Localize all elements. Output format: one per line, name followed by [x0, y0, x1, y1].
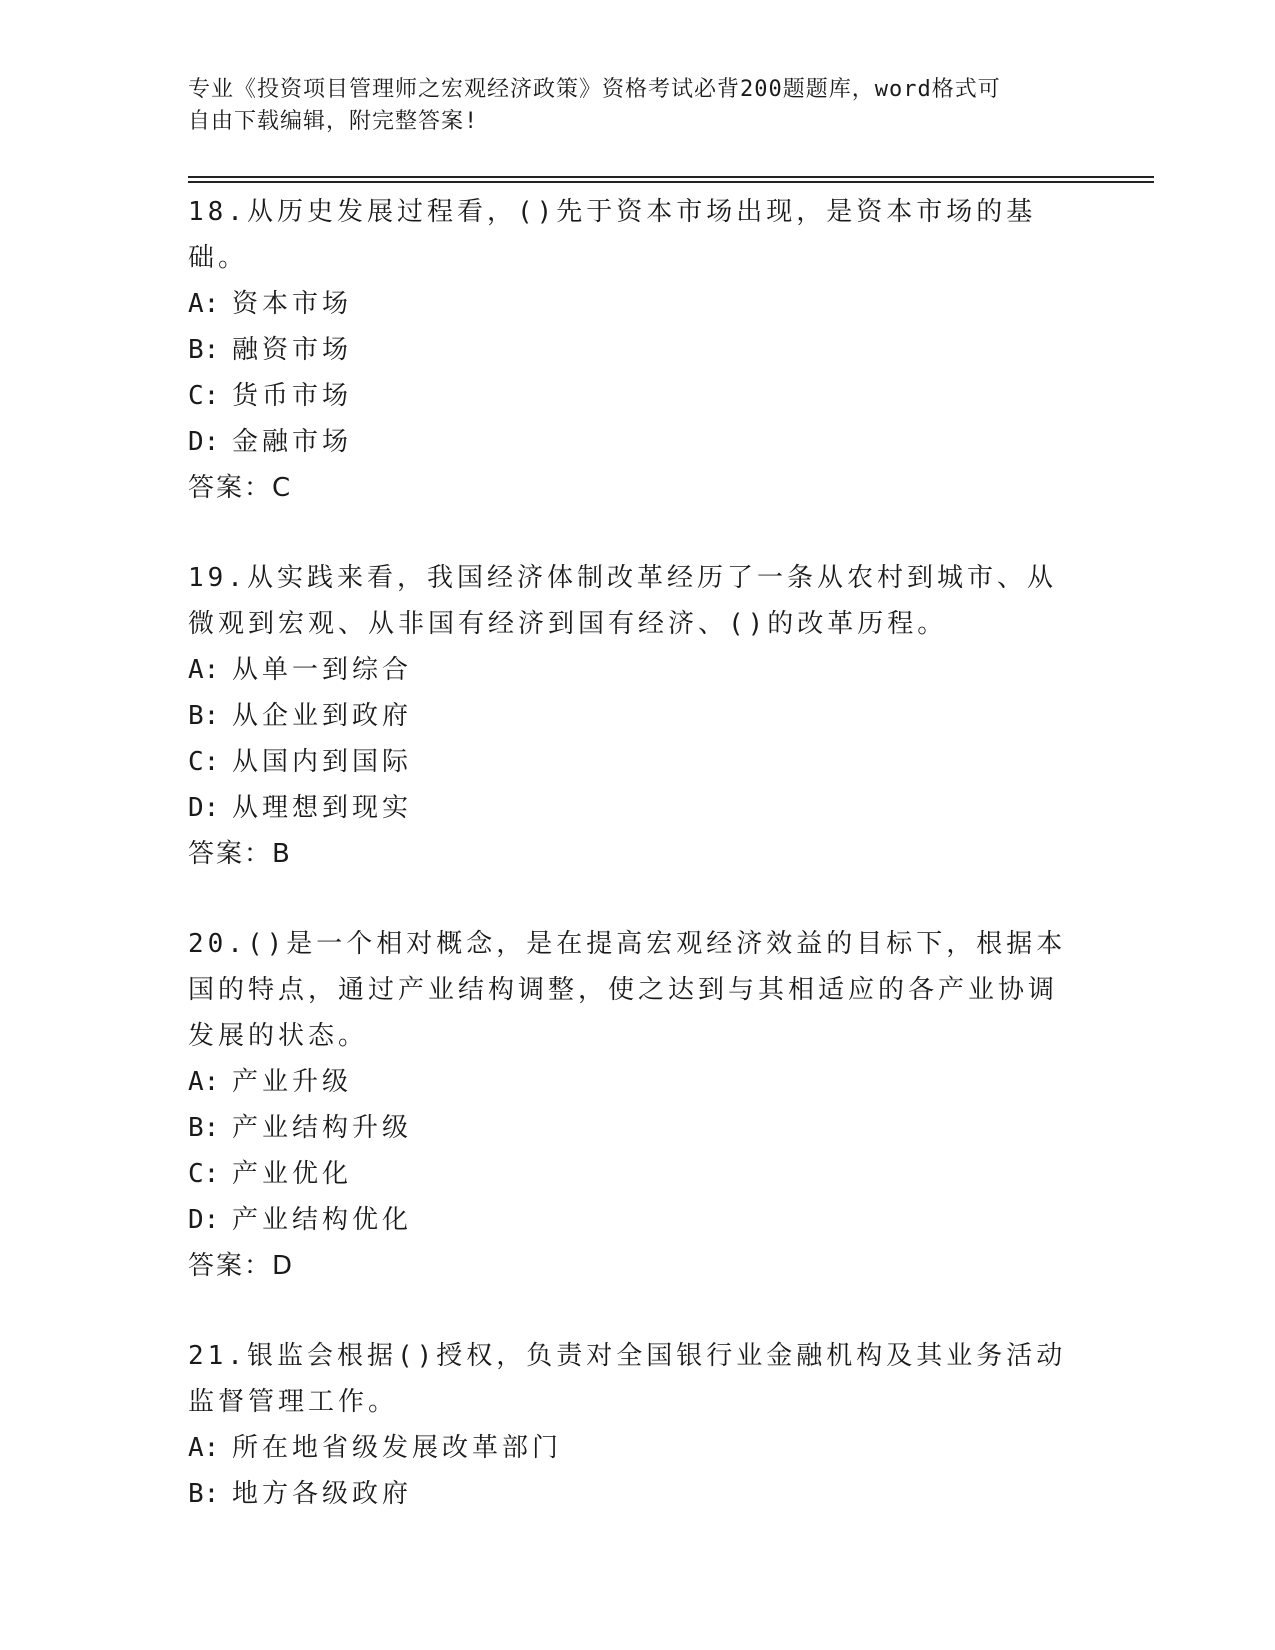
option-key: C:: [188, 1159, 220, 1189]
option-text: 产业优化: [232, 1159, 353, 1189]
header-line-2: 自由下载编辑，附完整答案!: [188, 109, 479, 134]
option-b: [188, 1105, 1088, 1151]
option-key: A:: [188, 1067, 220, 1097]
option-key: A:: [188, 655, 220, 685]
option-text: 地方各级政府: [232, 1479, 413, 1509]
header-rule-top: [188, 176, 1154, 178]
option-a: [188, 647, 1088, 693]
option-list: [188, 281, 1088, 465]
question-stem: 18.从历史发展过程看，()先于资本市场出现，是资本市场的基础。: [188, 197, 1037, 273]
option-list: [188, 1059, 1088, 1243]
option-c: [188, 373, 1088, 419]
option-a: [188, 1425, 1088, 1471]
option-a: [188, 281, 1088, 327]
option-text: 从国内到国际: [232, 747, 413, 777]
option-d: [188, 1197, 1088, 1243]
option-a: [188, 1059, 1088, 1105]
question-21: [188, 1333, 1088, 1517]
option-text: 资本市场: [232, 289, 353, 319]
option-text: 所在地省级发展改革部门: [232, 1433, 563, 1463]
option-key: C:: [188, 747, 220, 777]
option-c: [188, 739, 1088, 785]
option-text: 产业结构优化: [232, 1205, 413, 1235]
option-key: B:: [188, 1479, 220, 1509]
option-key: D:: [188, 793, 220, 823]
option-d: [188, 419, 1088, 465]
option-list: [188, 647, 1088, 831]
question-19: [188, 555, 1088, 877]
option-key: A:: [188, 1433, 220, 1463]
option-b: [188, 327, 1088, 373]
option-c: [188, 1151, 1088, 1197]
answer-line: 答案：D: [188, 1251, 295, 1281]
option-key: C:: [188, 381, 220, 411]
option-text: 融资市场: [232, 335, 353, 365]
question-18: [188, 189, 1088, 511]
option-key: B:: [188, 701, 220, 731]
question-list: [188, 189, 1088, 1517]
header-rule-bottom: [188, 181, 1154, 183]
option-text: 从单一到综合: [232, 655, 413, 685]
option-key: D:: [188, 427, 220, 457]
option-text: 从理想到现实: [232, 793, 413, 823]
option-d: [188, 785, 1088, 831]
option-text: 金融市场: [232, 427, 353, 457]
option-text: 从企业到政府: [232, 701, 413, 731]
option-key: D:: [188, 1205, 220, 1235]
answer-line: 答案：B: [188, 839, 292, 869]
option-list: [188, 1425, 1088, 1517]
option-text: 货币市场: [232, 381, 353, 411]
option-key: B:: [188, 335, 220, 365]
option-text: 产业升级: [232, 1067, 353, 1097]
question-stem: 20.()是一个相对概念，是在提高宏观经济效益的目标下，根据本国的特点，通过产业结构调整，使之达到与其相适应的各产业协调发展的状态。: [188, 929, 1067, 1051]
option-text: 产业结构升级: [232, 1113, 413, 1143]
option-b: [188, 1471, 1088, 1517]
option-key: A:: [188, 289, 220, 319]
option-key: B:: [188, 1113, 220, 1143]
document-header: [188, 74, 1068, 138]
header-line-1: 专业《投资项目管理师之宏观经济政策》资格考试必背200题题库，word格式可: [188, 77, 1001, 102]
option-b: [188, 693, 1088, 739]
question-stem: 21.银监会根据()授权，负责对全国银行业金融机构及其业务活动监督管理工作。: [188, 1341, 1067, 1417]
question-stem: 19.从实践来看，我国经济体制改革经历了一条从农村到城市、从微观到宏观、从非国有经济到国有经济、()的改革历程。: [188, 563, 1057, 639]
question-20: [188, 921, 1088, 1289]
answer-line: 答案：C: [188, 473, 293, 503]
